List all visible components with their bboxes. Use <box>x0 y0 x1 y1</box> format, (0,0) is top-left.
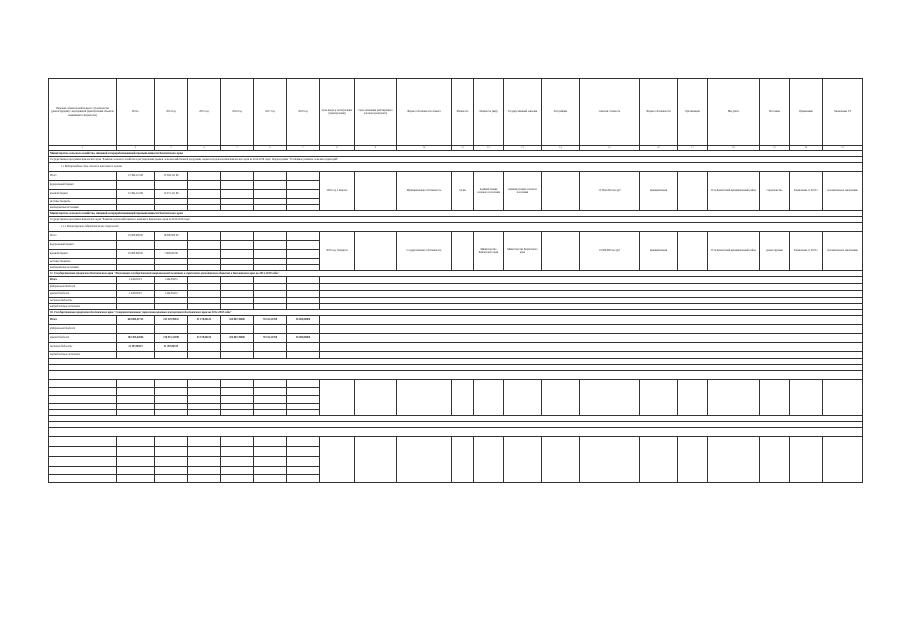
table-row <box>49 352 863 359</box>
col-number: 21 <box>823 146 863 151</box>
col-number: 8 <box>320 146 355 151</box>
item-title: 1.1.1 Реконструкция гидротехнических сооружений <box>49 223 863 232</box>
cell-note: положительное заключение <box>823 172 863 211</box>
col-header: Государственный заказчик <box>504 79 542 146</box>
col-number: 2 <box>117 146 155 151</box>
col-number: 12 <box>474 146 504 151</box>
col-header: 2016 год <box>221 79 254 146</box>
col-header: 2015 год <box>188 79 221 146</box>
row-label: краевой бюджет <box>49 291 117 298</box>
row-label: Итого <box>49 172 117 181</box>
col-number: 1 <box>49 146 117 151</box>
cell-capacity: 5,0 км <box>452 172 474 211</box>
col-number: 18 <box>708 146 760 151</box>
cell-value: 222 119,59932 <box>155 316 188 325</box>
program-summary-title: 16. Государственная программа Камчатского края "Совершенствование управления краевым имуществом Камчатского края на 2014-2018 годы" <box>49 310 863 316</box>
cell-value: 53 178,06132 <box>188 334 221 343</box>
cell-value: 136 071,33198 <box>155 334 188 343</box>
col-number: 16 <box>640 146 678 151</box>
row-label: Итого <box>49 316 117 325</box>
cell-customer: Министерство Камчатского края <box>474 232 504 271</box>
table-row <box>49 316 863 325</box>
col-header: Источник <box>760 79 790 146</box>
cell-builder: Министерство Камчатского края <box>504 232 542 271</box>
row-label: федеральный бюджет <box>49 284 117 291</box>
cell-value: 15 394,121 69 <box>117 190 155 199</box>
table-row <box>49 325 863 334</box>
col-header: Застройщик <box>542 79 580 146</box>
table-row <box>49 291 863 298</box>
cell-value: 21 497,80215 <box>117 343 155 352</box>
row-label: местные бюджеты <box>49 199 117 205</box>
cell-value: 15 371,121 69 <box>155 190 188 199</box>
section-title: Министерство сельского хозяйства, пищевой и перерабатывающей промышленности Камчатского края <box>49 151 863 157</box>
document-table <box>48 78 862 483</box>
col-header: 2017 год <box>254 79 287 146</box>
col-number: 10 <box>397 146 452 151</box>
col-header: Срок окончания действующего договора (контракта) <box>355 79 397 146</box>
table-row <box>49 277 863 284</box>
cell-value: 19 000,000 00 <box>117 232 155 241</box>
cell-org: Усть-Камчатский муниципальный район <box>708 232 760 271</box>
col-header: 2018 год <box>287 79 320 146</box>
row-label: внебюджетные источники <box>49 352 117 359</box>
cell-value: 78 411,21768 <box>254 334 287 343</box>
col-header: Перечень объектов капитального строительства (реконструкции) / мероприятий (приобретения объектов недвижимого имущества) <box>49 79 117 146</box>
cell-value: 30 000,00000 <box>287 334 320 343</box>
cell-term: 2016 год, II квартал <box>320 232 355 271</box>
section-title: Министерство сельского хозяйства, пищевой и перерабатывающей промышленности Камчатского края <box>49 211 863 217</box>
cell-term: 2016 год, I квартал <box>320 172 355 211</box>
col-number: 5 <box>221 146 254 151</box>
cell-value: 51 178,06132 <box>188 316 221 325</box>
cell-value: 15 394,121 69 <box>155 172 188 181</box>
cell-value: 30 000,00000 <box>287 316 320 325</box>
col-header: Заключение ГЭ <box>823 79 863 146</box>
cell-value: 7 000,000 00 <box>155 250 188 259</box>
cell-value: 1 444,83472 <box>155 291 188 298</box>
cell-form: муниципальная <box>640 232 678 271</box>
cell-value: 19 000,000 00 <box>155 232 188 241</box>
cell-source: Заключение от 2015 г. <box>790 172 823 211</box>
cell-form: муниципальная <box>640 172 678 211</box>
table-row <box>49 343 863 352</box>
cell-value: 104 867,39000 <box>221 316 254 325</box>
cell-work: реконструкция <box>760 232 790 271</box>
item-title: 1.1 Водопроводные сети сельского населенного пункта <box>49 163 863 172</box>
row-label: внебюджетные источники <box>49 265 117 271</box>
cell-work: строительство <box>760 172 790 211</box>
cell-capacity <box>452 232 474 271</box>
row-label: краевой бюджет <box>49 190 117 199</box>
row-label: внебюджетные источники <box>49 304 117 310</box>
col-header: 2014 год <box>155 79 188 146</box>
table-row <box>49 284 863 291</box>
col-header: Итого <box>117 79 155 146</box>
col-header: Организация <box>678 79 708 146</box>
row-label: Итого <box>49 277 117 284</box>
table-row <box>49 172 863 181</box>
col-number: 19 <box>760 146 790 151</box>
col-header: Мощность (вид) <box>474 79 504 146</box>
col-header: Вид работ <box>708 79 760 146</box>
program-title: Государственная программа Камчатского края "Развитие сельского хозяйства и регулирования рынков сельскохозяйственной продукции, сырья и продовольствия Камчатского края на 2014-2018 годы" Подпрограмма "Устойчивое развитие сельских территорий" <box>49 157 863 163</box>
cell-value: 19 000,000 00 <box>117 250 155 259</box>
row-label: местные бюджеты <box>49 298 117 304</box>
header-row <box>49 79 863 146</box>
cell-source: Заключение от 2015 г. <box>790 232 823 271</box>
col-number: 15 <box>580 146 640 151</box>
cell-cost: 15 394,1204 тыс.руб <box>580 172 640 211</box>
row-label: внебюджетные источники <box>49 205 117 211</box>
col-header: Примечание <box>790 79 823 146</box>
cell-value: 2 443,05471 <box>117 277 155 284</box>
row-label: федеральный бюджет <box>49 181 117 190</box>
table-row <box>49 232 863 241</box>
col-header: Мощность <box>452 79 474 146</box>
col-number: 13 <box>504 146 542 151</box>
cell-note: положительное заключение <box>823 232 863 271</box>
cell-value: 15 394,121 69 <box>117 172 155 181</box>
item-row <box>49 163 863 172</box>
program-title: Государственная программа Камчатского края "Развитие рыбохозяйственного комплекса Камчатского края на 2014-2018 годы" <box>49 217 863 223</box>
col-number: 17 <box>678 146 708 151</box>
col-number: 20 <box>790 146 823 151</box>
row-label: краевой бюджет <box>49 334 117 343</box>
col-header: Форма собственности <box>640 79 678 146</box>
cell-ownership: государственная собственность <box>397 232 452 271</box>
cell-value: 1 444,83472 <box>155 277 188 284</box>
cell-value: 2 443,05471 <box>117 291 155 298</box>
col-header: Сметная стоимость <box>580 79 640 146</box>
cell-value: 182 393,62046 <box>117 334 155 343</box>
cell-value: 104 867,39000 <box>221 334 254 343</box>
item-row <box>49 223 863 232</box>
program-summary-title: 11. Государственная программа Камчатского края "Реализация государственной национальной политики и укрепление гражданского единства в Камчатском крае на 2014-2018 годы" <box>49 271 863 277</box>
col-number: 14 <box>542 146 580 151</box>
col-number: 4 <box>188 146 221 151</box>
col-number: 3 <box>155 146 188 151</box>
row-label: федеральный бюджет <box>49 241 117 250</box>
cell-builder: Администрация сельского поселения <box>504 172 542 211</box>
col-number: 9 <box>355 146 397 151</box>
cell-cost: 19 000,000 тыс.руб <box>580 232 640 271</box>
cell-value: 78 411,21768 <box>254 316 287 325</box>
table-row <box>49 334 863 343</box>
cell-customer: Администрация сельского поселения <box>474 172 504 211</box>
cell-value: 21 497,80215 <box>155 343 188 352</box>
row-label: местные бюджеты <box>49 343 117 352</box>
row-label: Итого <box>49 232 117 241</box>
cell-ownership: Муниципальная собственность <box>397 172 452 211</box>
row-label: федеральный бюджет <box>49 325 117 334</box>
col-header: Форма собственности объекта <box>397 79 452 146</box>
col-number: 7 <box>287 146 320 151</box>
row-label: местные бюджеты <box>49 259 117 265</box>
col-number: 6 <box>254 146 287 151</box>
col-number: 11 <box>452 146 474 151</box>
cell-value: 604 085,41743 <box>117 316 155 325</box>
row-label: краевой бюджет <box>49 250 117 259</box>
cell-org: Усть-Камчатский муниципальный район <box>708 172 760 211</box>
col-header: Срок ввода в эксплуатацию (приобретения) <box>320 79 355 146</box>
